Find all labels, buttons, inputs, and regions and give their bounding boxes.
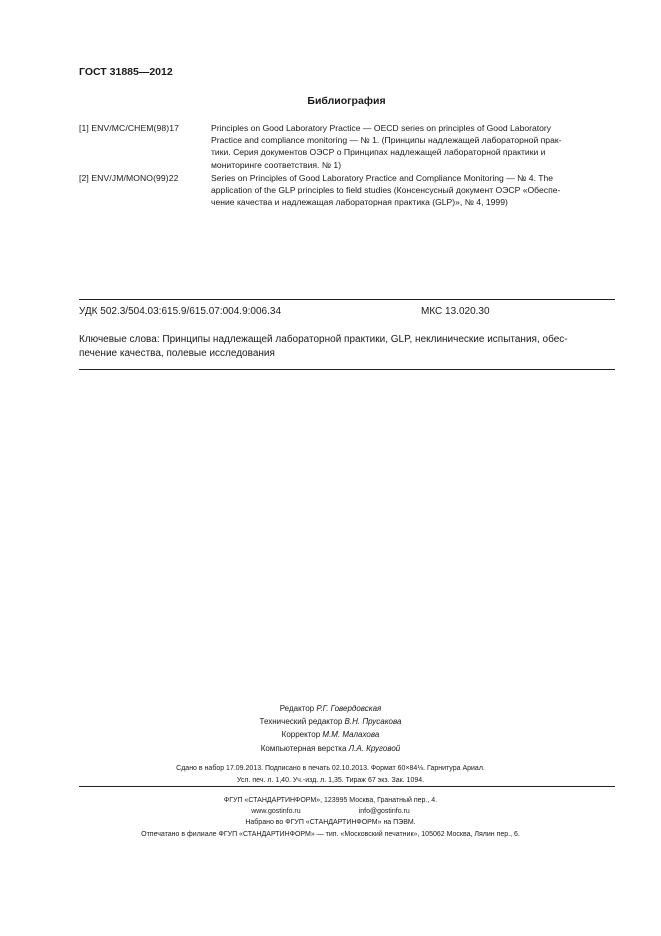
bibliography-ref: [1] ENV/MC/CHEM(98)17 — [79, 123, 179, 133]
bibliography-ref: [2] ENV/JM/MONO(99)22 — [79, 173, 179, 183]
standard-number: ГОСТ 31885—2012 — [79, 66, 173, 78]
credit-label: Корректор — [281, 730, 323, 740]
keywords — [79, 333, 615, 360]
bibliography-line: чение качества и надлежащая лабораторная практика (GLP)», № 4, 1999) — [211, 197, 508, 208]
bibliography-line: Series on Principles of Good Laboratory Practice and Compliance Monitoring — № 4. The — [211, 173, 554, 183]
credits-block — [0, 702, 661, 755]
bibliography-line: Practice and compliance monitoring — № 1. (Принципы надлежащей лабораторной прак- — [211, 135, 562, 146]
print-info-line: Сдано в набор 17.09.2013. Подписано в печать 02.10.2013. Формат 60×84⅛. Гарнитура Ариал. — [176, 765, 485, 772]
credit-tech-editor — [0, 715, 661, 728]
bibliography-description — [211, 122, 615, 171]
divider-imprint — [79, 786, 615, 787]
bibliography-title — [0, 95, 661, 107]
publisher-email: info@gostinfo.ru — [358, 808, 410, 816]
print-info-line: Усл. печ. л. 1,40. Уч.-изд. л. 1,35. Тираж 67 экз. Зак. 1094. — [236, 777, 425, 784]
udk-code: УДК 502.3/504.03:615.9/615.07:004.9:006.34 — [79, 306, 282, 317]
bibliography-line: Principles on Good Laboratory Practice — OECD series on principles of Good Laboratory — [211, 123, 552, 133]
publisher-website: www.gostinfo.ru — [251, 808, 301, 816]
bibliography-title-text: Библиография — [307, 95, 386, 107]
publisher-line: ФГУП «СТАНДАРТИНФОРМ», 123995 Москва, Гранатный пер., 4. — [223, 797, 438, 804]
bibliography-line: мониторинге соответствия. № 1) — [211, 159, 342, 170]
mks-code: МКС 13.020.30 — [421, 306, 490, 317]
credit-name: В.Н. Прусакова — [344, 717, 402, 727]
publisher-line: Отпечатано в филиале ФГУП «СТАНДАРТИНФОРМ» — тип. «Московский печатник», 105062 Москва, Лялин пер., 6. — [141, 830, 520, 838]
keywords-line: печение качества, полевые исследования — [79, 347, 275, 359]
publisher-line: Набрано во ФГУП «СТАНДАРТИНФОРМ» на ПЭВМ. — [245, 819, 416, 827]
credit-editor — [0, 702, 661, 715]
bibliography-description — [211, 172, 615, 209]
bibliography-line: тики. Серия документов ОЭСР о Принципах надлежащей лабораторной практики и — [211, 147, 546, 158]
divider-top — [79, 299, 615, 300]
divider-bottom — [79, 369, 615, 370]
credit-label: Технический редактор — [259, 717, 345, 727]
credit-corrector — [0, 728, 661, 741]
keywords-line: Ключевые слова: Принципы надлежащей лабораторной практики, GLP, неклинические испытания, обес- — [79, 334, 568, 345]
credit-name: М.М. Малахова — [322, 730, 380, 740]
bibliography-line: application of the GLP principles to field studies (Консенсусный документ ОЭСР «Обеспе- — [211, 185, 561, 196]
credit-label: Редактор — [279, 704, 317, 713]
credit-name: Р.Г. Говердовская — [316, 704, 382, 713]
publisher-contacts — [0, 806, 661, 817]
credit-layout — [0, 742, 661, 755]
print-info — [0, 763, 661, 787]
credit-label: Компьютерная верстка — [260, 743, 349, 753]
credit-name: Л.А. Круговой — [348, 743, 401, 753]
publisher-info — [0, 795, 661, 840]
